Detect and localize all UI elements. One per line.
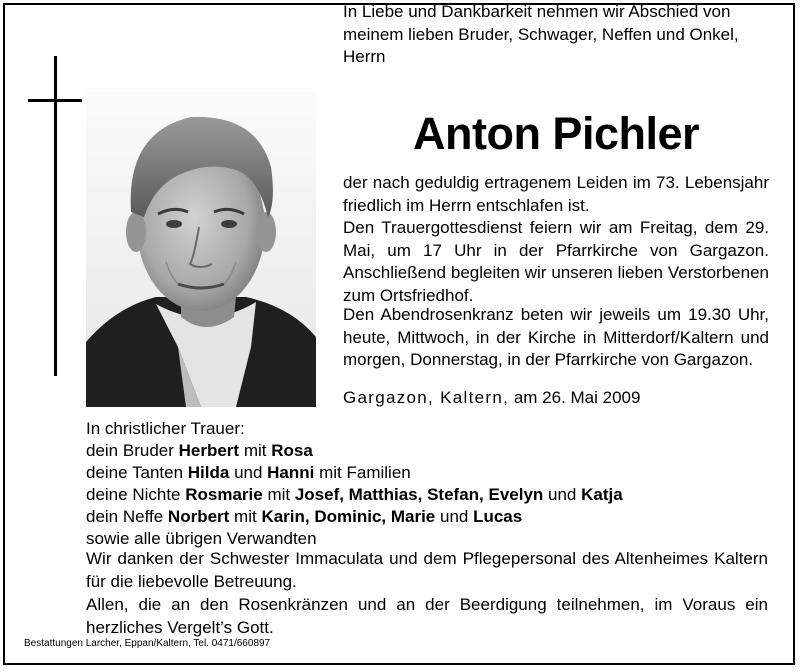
mourner-line xyxy=(86,462,766,484)
mourner-line xyxy=(86,440,766,462)
mourners-list xyxy=(86,418,766,550)
cross-icon-bar xyxy=(28,99,82,102)
connector-text: mit xyxy=(239,441,272,460)
thanks-care: Wir danken der Schwester Immaculata und dem Pflegepersonal des Altenheimes Kaltern für die liebevolle Betreuung. xyxy=(86,549,768,591)
paragraph-passing: der nach geduldig ertragenem Leiden im 73. Lebensjahr friedlich im Herrn entschlafen ist. xyxy=(343,173,769,215)
paragraph-rosary: Den Abendrosenkranz beten wir jeweils um 19.30 Uhr, heute, Mittwoch, in der Kirche in Mitterdorf/Kaltern und morgen, Donnerstag, in der Pfarrkirche von Gargazon. xyxy=(343,305,769,369)
thanks-attendees: Allen, die an den Rosenkränzen und an der Beerdigung teilnehmen, im Voraus ein herzliches Vergelt’s Gott. xyxy=(86,595,768,637)
undertaker-footer: Bestattungen Larcher, Eppan/Kaltern, Tel. 0471/660897 xyxy=(24,638,271,649)
mourners-closing: sowie alle übrigen Verwandten xyxy=(86,529,317,548)
mourner-line xyxy=(86,484,766,506)
mourners-heading: In christlicher Trauer: xyxy=(86,419,245,438)
relation-text: dein Bruder xyxy=(86,441,179,460)
paragraph-funeral-service: Den Trauergottesdienst feiern wir am Freitag, dem 29. Mai, um 17 Uhr in der Pfarrkirche von Gargazon. Anschließend begleiten wir unseren lieben Verstorbenen zum Ortsfriedhof. xyxy=(343,218,769,305)
thanks-section xyxy=(86,548,768,640)
portrait-photo xyxy=(86,92,316,407)
mourner-name: Josef, Matthias, Stefan, Evelyn xyxy=(294,485,544,504)
place-text: Gargazon, Kaltern, xyxy=(343,388,510,407)
date-text: am 26. Mai 2009 xyxy=(513,388,641,407)
intro-text: In Liebe und Dankbarkeit nehmen wir Abschied von meinem lieben Bruder, Schwager, Neffen und Onkel, Herrn xyxy=(343,2,739,66)
connector-text: und xyxy=(435,507,474,526)
mourner-name: Norbert xyxy=(167,507,230,526)
deceased-name: Anton Pichler xyxy=(412,108,700,159)
connector-text: mit xyxy=(229,507,262,526)
relation-text: dein Neffe xyxy=(86,507,168,526)
relation-text: deine Nichte xyxy=(86,485,186,504)
mourner-name: Hilda xyxy=(187,463,230,482)
connector-text: und xyxy=(229,463,268,482)
connector-text: mit xyxy=(262,485,295,504)
mourner-name: Karin, Dominic, Marie xyxy=(261,507,436,526)
connector-text: und xyxy=(543,485,582,504)
mourner-line xyxy=(86,506,766,528)
place-date-line xyxy=(343,387,769,410)
mourner-name: Lucas xyxy=(473,507,523,526)
connector-text: mit Familien xyxy=(314,463,411,482)
relation-text: deine Tanten xyxy=(86,463,188,482)
mourner-name: Katja xyxy=(581,485,623,504)
mourner-name: Rosmarie xyxy=(185,485,263,504)
mourner-name: Hanni xyxy=(267,463,315,482)
mourner-name: Rosa xyxy=(271,441,313,460)
mourner-name: Herbert xyxy=(178,441,240,460)
cross-icon xyxy=(54,56,57,376)
